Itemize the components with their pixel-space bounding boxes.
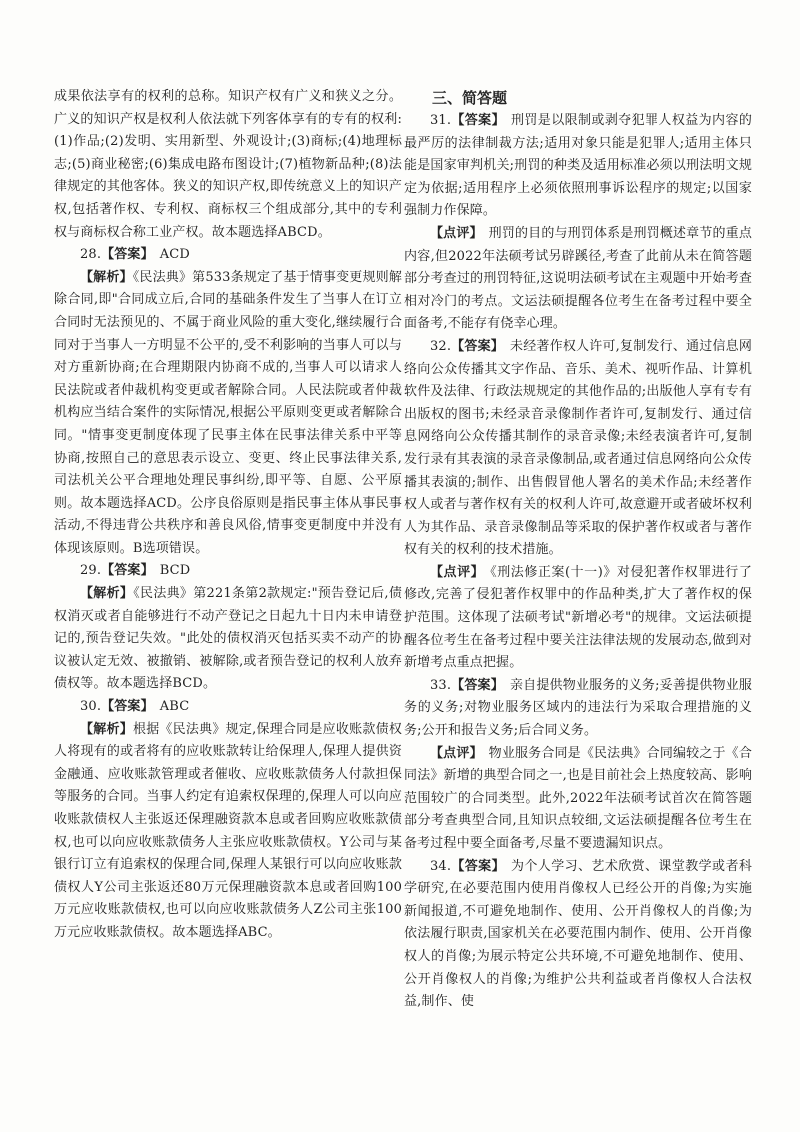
analysis-text: 《民法典》第221条第2款规定:"预告登记后,债权消灭或者自能够进行不动产登记之日起九十日内未申请登记的,预告登记失效。"此处的债权消灭包括买卖不动产的协议被认定无效、被撤销、被解除,或者预告登记的权利人放弃债权等。故本题选择BCD。 <box>54 586 402 692</box>
answer-32 <box>404 336 752 562</box>
answer-34 <box>404 856 752 1014</box>
comment-33 <box>404 743 752 856</box>
comment-text: 《刑法修正案(十一)》对侵犯著作权罪进行了修改,完善了侵犯著作权罪中的作品种类,扩大了著作权的保护范围。这体现了法硕考试"新增必考"的规律。文运法硕提醒各位考生在备考过程中要关注法律法规的发展动态,做到对新增考点重点把握。 <box>404 564 752 671</box>
question-number: 32. <box>430 338 452 354</box>
comment-text: 物业服务合同是《民法典》合同编较之于《合同法》新增的典型合同之一,也是目前社会上热度较高、影响范围较广的合同类型。此外,2022年法硕考试首次在简答题部分考查典型合同,且知识点较细,文运法硕提醒各位考生在备考过程中要全面备考,尽量不要遗漏知识点。 <box>404 745 752 851</box>
analysis-29 <box>54 583 402 696</box>
answer-tag: 【答案】 <box>101 563 154 579</box>
comment-31 <box>404 223 752 336</box>
answer-text: 亲自提供物业服务的义务;妥善提供物业服务的义务;对物业服务区域内的违法行为采取合理措施的义务;公开和报告义务;后合同义务。 <box>404 677 752 739</box>
question-number: 34. <box>430 858 452 874</box>
answer-tag: 【答案】 <box>451 858 505 874</box>
answer-tag: 【答案】 <box>101 247 154 263</box>
question-number: 33. <box>430 677 452 693</box>
answer-tag: 【答案】 <box>451 677 504 693</box>
comment-tag: 【点评】 <box>430 745 483 761</box>
left-column <box>54 86 402 945</box>
comment-32 <box>404 562 752 675</box>
question-number: 29. <box>80 563 102 579</box>
section-title: 三、简答题 <box>432 89 508 107</box>
analysis-text: 根据《民法典》规定,保理合同是应收账款债权人将现有的或者将有的应收账款转让给保理人,保理人提供资金融通、应收账款管理或者催收、应收账款债务人付款担保等服务的合同。当事人约定有追索权保理的,保理人可以向应收账款债权人主张返还保理融资款本息或者回购应收账款债权,也可以向应收账款债务人主张应收账款债权。Y公司与某银行订立有追索权的保理合同,保理人某银行可以向应收账款债权人Y公司主张返还80万元保理融资款本息或者回购100万元应收账款债权,也可以向应收账款债务人Z公司主张100万元应收账款债权。故本题选择ABC。 <box>54 721 402 940</box>
answer-31 <box>404 110 752 223</box>
analysis-28 <box>54 267 402 561</box>
analysis-tag: 【解析】 <box>80 721 133 737</box>
answer-tag: 【答案】 <box>101 699 154 715</box>
question-number: 28. <box>80 247 102 263</box>
answer-text: 为个人学习、艺术欣赏、课堂教学或者科学研究,在必要范围内使用肖像权人已经公开的肖像;为实施新闻报道,不可避免地制作、使用、公开肖像权人的肖像;为依法履行职责,国家机关在必要范围内制作、使用、公开肖像权人的肖像;为展示特定公共环境,不可避免地制作、使用、公开肖像权人的肖像;为维护公共利益或者肖像权人合法权益,制作、使 <box>404 858 752 1010</box>
question-number: 30. <box>80 699 102 715</box>
question-number: 31. <box>430 113 452 128</box>
analysis-30 <box>54 719 402 945</box>
answer-30 <box>54 696 402 719</box>
answer-value: ACD <box>159 247 190 263</box>
answer-33 <box>404 675 752 743</box>
answer-value: ABC <box>159 699 190 715</box>
answer-text: 刑罚是以限制或剥夺犯罪人权益为内容的最严厉的法律制裁方法;适用对象只能是犯罪人;适用主体只能是国家审判机关;刑罚的种类及适用标准必须以刑法明文规定为依据;适用程序上必须依照刑事诉讼程序的规定;以国家强制力作保障。 <box>404 113 752 219</box>
answer-value: BCD <box>159 563 191 579</box>
answer-tag: 【答案】 <box>451 113 505 128</box>
answer-28 <box>54 244 402 267</box>
comment-tag: 【点评】 <box>430 564 485 580</box>
answer-tag: 【答案】 <box>451 338 505 354</box>
answer-text: 未经著作权人许可,复制发行、通过信息网络向公众传播其文字作品、音乐、美术、视听作品、计算机软件及法律、行政法规规定的其他作品的;出版他人享有专有出版权的图书;未经录音录像制作者许可,复制发行、通过信息网络向公众传播其制作的录音录像;未经表演者许可,复制发行录有其表演的录音录像制品,或者通过信息网络向公众传播其表演的;制作、出售假冒他人署名的美术作品;未经著作权人或者与著作权有关的权利人许可,故意避开或者破坏权利人为其作品、录音录像制品等采取的保护著作权或者与著作权有关的权利的技术措施。 <box>404 338 753 558</box>
analysis-text: 《民法典》第533条规定了基于情事变更规则解除合同,即"合同成立后,合同的基础条件发生了当事人在订立合同时无法预见的、不属于商业风险的重大变化,继续履行合同对于当事人一方明显不公平的,受不利影响的当事人可以与对方重新协商;在合理期限内协商不成的,当事人可以请求人民法院或者仲裁机构变更或者解除合同。人民法院或者仲裁机构应当结合案件的实际情况,根据公平原则变更或者解除合同。"情事变更制度体现了民事主体在民事法律关系中平等协商,按照自己的意思表示设立、变更、终止民事法律关系,司法机关公平合理地处理民事纠纷,即平等、自愿、公平原则。故本题选择ACD。公序良俗原则是指民事主体从事民事活动,不得违背公共秩序和善良风俗,情事变更制度中并没有体现该原则。B选项错误。 <box>54 269 402 556</box>
analysis-tag: 【解析】 <box>80 586 134 602</box>
paragraph-continuation: 成果依法享有的权利的总称。知识产权有广义和狭义之分。广义的知识产权是权利人依法就下列客体享有的专有的权利:(1)作品;(2)发明、实用新型、外观设计;(3)商标;(4)地理标志;(5)商业秘密;(6)集成电路布图设计;(7)植物新品种;(8)法律规定的其他客体。狭义的知识产权,即传统意义上的知识产权,包括著作权、专利权、商标权三个组成部分,其中的专利权与商标权合称工业产权。故本题选择ABCD。 <box>54 89 402 240</box>
comment-text: 刑罚的目的与刑罚体系是刑罚概述章节的重点内容,但2022年法硕考试另辟蹊径,考查了此前从未在简答题部分考查过的刑罚特征,这说明法硕考试在主观题中开始考查相对冷门的考点。文运法硕提醒各位考生在备考过程中要全面备考,不能存有侥幸心理。 <box>404 225 752 332</box>
comment-tag: 【点评】 <box>430 225 483 241</box>
right-column <box>404 86 752 1014</box>
analysis-tag: 【解析】 <box>80 269 133 285</box>
answer-29 <box>54 560 402 583</box>
